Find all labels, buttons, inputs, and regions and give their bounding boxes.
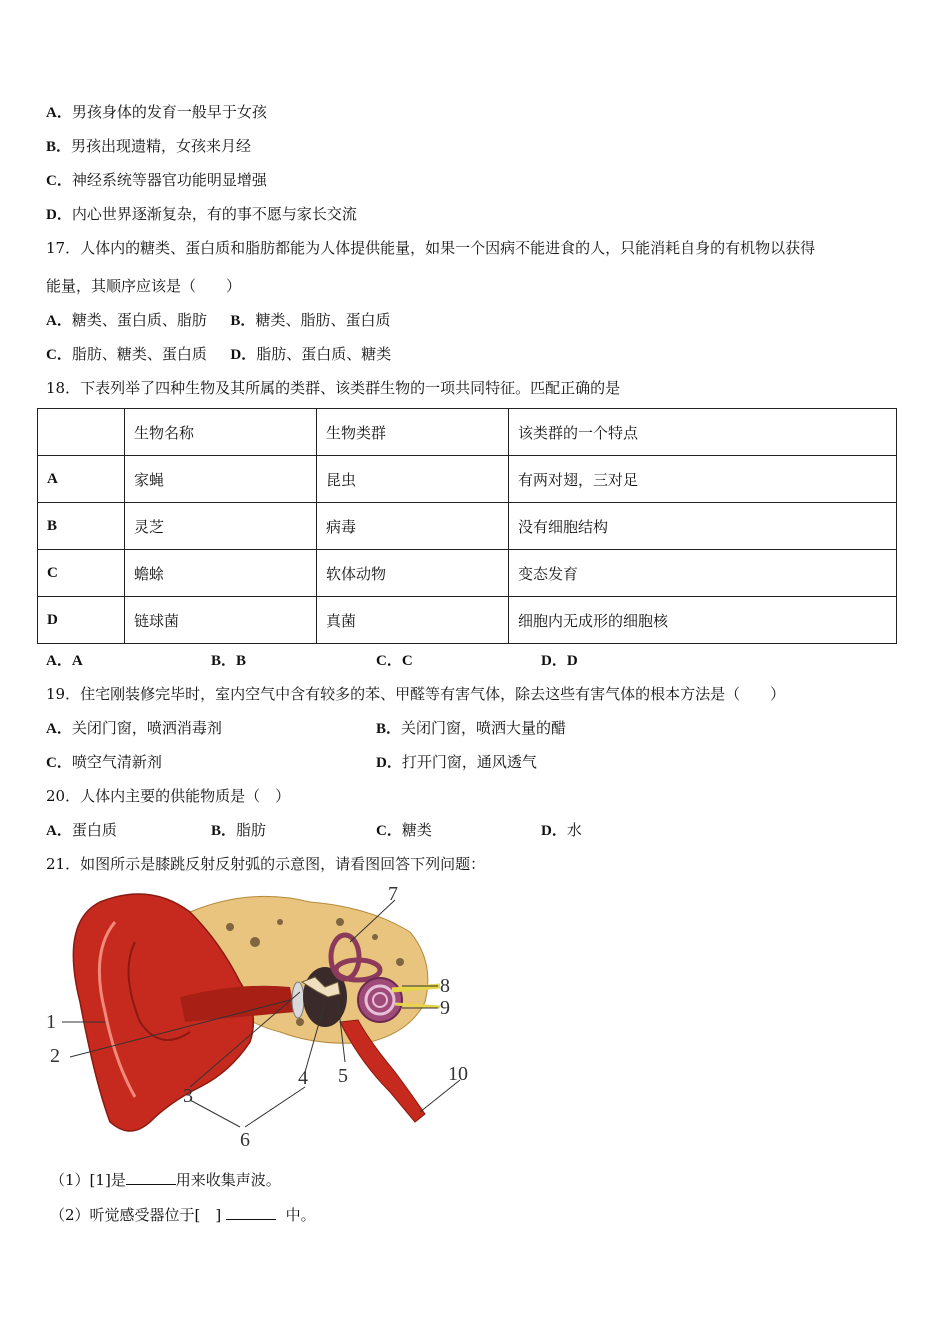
- q18-stem: 18．下表列举了四种生物及其所属的类群、该类群生物的一项共同特征。匹配正确的是: [46, 379, 621, 397]
- table-row: [38, 503, 897, 550]
- label-2: 2: [50, 1045, 60, 1067]
- table-cell: 蟾蜍: [125, 550, 317, 597]
- table-header-cell: [38, 409, 125, 456]
- table-header-row: [38, 409, 897, 456]
- table-cell: 变态发育: [509, 550, 897, 597]
- label-10: 10: [448, 1063, 468, 1085]
- eardrum: [292, 982, 304, 1018]
- table-header-cell: 生物名称: [125, 409, 317, 456]
- q17-a-label: A．: [46, 313, 72, 329]
- table-cell: 没有细胞结构: [509, 503, 897, 550]
- table-cell: C: [38, 550, 125, 597]
- ear-anatomy-figure: [40, 882, 480, 1152]
- q17-c-text: 脂肪、糖类、蛋白质: [71, 345, 207, 363]
- q17-options-row2: [46, 344, 391, 365]
- q21-stem: 21．如图所示是膝跳反射反射弧的示意图，请看图回答下列问题：: [46, 855, 486, 873]
- table-cell: 有两对翅，三对足: [509, 456, 897, 503]
- q21-sub1-suffix: 用来收集声波。: [175, 1171, 281, 1189]
- table-cell: 链球菌: [125, 597, 317, 644]
- table-cell: 软体动物: [317, 550, 509, 597]
- label-5: 5: [338, 1065, 348, 1087]
- label-8: 8: [440, 975, 450, 997]
- q17-c-label: C．: [46, 347, 72, 363]
- q17-options-row1: [46, 310, 390, 331]
- table-cell: D: [38, 597, 125, 644]
- q17-d-text: 脂肪、蛋白质、糖类: [256, 345, 392, 363]
- q20-stem: 20．人体内主要的供能物质是（ ）: [46, 787, 291, 805]
- q19-stem: 19．住宅刚装修完毕时，室内空气中含有较多的苯、甲醛等有害气体，除去这些有害气体的根本方法是（ ）: [46, 685, 786, 703]
- table-header-cell: 生物类群: [317, 409, 509, 456]
- q20-option-a: A．蛋白质: [46, 821, 117, 839]
- table-cell: 灵芝: [125, 503, 317, 550]
- q16-option-c: C．神经系统等器官功能明显增强: [46, 171, 267, 189]
- q17-b-label: B．: [230, 313, 256, 329]
- q18-option-b: B．B: [211, 653, 247, 669]
- table-cell: 细胞内无成形的细胞核: [509, 597, 897, 644]
- q21-sub2: [50, 1205, 316, 1225]
- q17-b-text: 糖类、脂肪、蛋白质: [255, 311, 391, 329]
- q21-sub1-prefix: （1）[1]是: [50, 1171, 126, 1189]
- table-cell: B: [38, 503, 125, 550]
- q17-d-label: D．: [230, 347, 257, 363]
- table-row: [38, 597, 897, 644]
- label-4: 4: [298, 1067, 308, 1089]
- label-9: 9: [440, 997, 450, 1019]
- q17-a-text: 糖类、蛋白质、脂肪: [71, 311, 207, 329]
- table-row: [38, 550, 897, 597]
- q19-option-d: D．打开门窗，通风透气: [376, 753, 537, 771]
- q18-table: [37, 408, 897, 644]
- label-3: 3: [183, 1085, 193, 1107]
- q20-option-c: C．糖类: [376, 821, 432, 839]
- q16-option-a: A．男孩身体的发育一般早于女孩: [46, 103, 267, 121]
- q21-sub2-prefix: （2）听觉感受器位于[ ]: [50, 1206, 222, 1224]
- q20-option-d: D．水: [541, 821, 582, 839]
- label-7: 7: [388, 883, 398, 905]
- table-cell: 昆虫: [317, 456, 509, 503]
- q18-option-a: A．A: [46, 653, 83, 669]
- label-6: 6: [240, 1129, 250, 1151]
- q17-stem-line2: 能量，其顺序应该是（ ）: [46, 277, 242, 295]
- q20-option-b: B．脂肪: [211, 821, 267, 839]
- ear-anatomy-diagram: [40, 882, 480, 1152]
- q17-stem-line1: 17．人体内的糖类、蛋白质和脂肪都能为人体提供能量，如果一个因病不能进食的人，只能消耗自身的有机物以获得: [46, 239, 816, 257]
- q18-option-d: D．D: [541, 653, 578, 669]
- q19-option-b: B．关闭门窗，喷洒大量的醋: [376, 719, 567, 737]
- q21-sub1: [50, 1170, 281, 1190]
- answer-blank[interactable]: [126, 1170, 176, 1185]
- q19-option-c: C．喷空气清新剂: [46, 753, 162, 771]
- q16-option-b: B．男孩出现遗精，女孩来月经: [46, 137, 252, 155]
- q16-option-d: D．内心世界逐渐复杂，有的事不愿与家长交流: [46, 205, 357, 223]
- answer-blank[interactable]: [226, 1205, 276, 1220]
- q21-sub2-suffix: 中。: [285, 1206, 316, 1224]
- label-1: 1: [46, 1011, 56, 1033]
- q18-option-c: C．C: [376, 653, 413, 669]
- table-cell: A: [38, 456, 125, 503]
- table-cell: 病毒: [317, 503, 509, 550]
- table-row: [38, 456, 897, 503]
- table-cell: 家蝇: [125, 456, 317, 503]
- table-header-cell: 该类群的一个特点: [509, 409, 897, 456]
- table-cell: 真菌: [317, 597, 509, 644]
- q19-option-a: A．关闭门窗，喷洒消毒剂: [46, 719, 222, 737]
